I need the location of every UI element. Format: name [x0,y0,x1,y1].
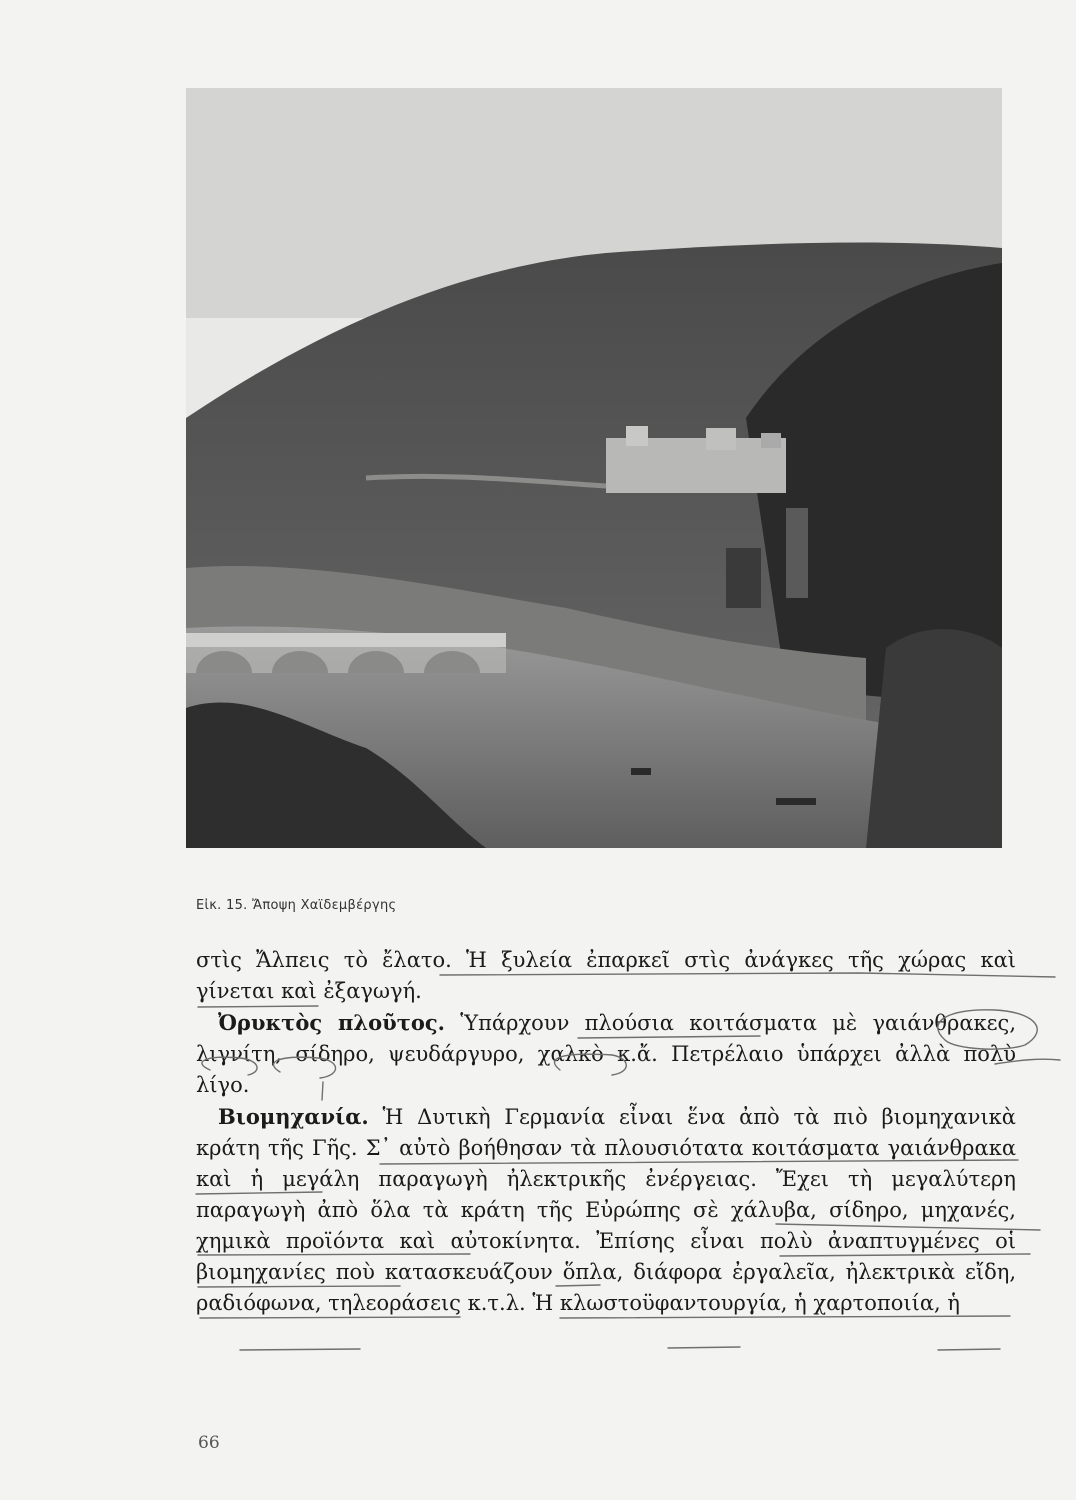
figure-caption: Εἰκ. 15. Ἄποψη Χαϊδεμβέργης [196,898,397,913]
minerals-body: Ὑπάρχουν πλούσια κοιτάσματα μὲ γαιάνθρακες, λιγνίτη, σίδηρο, ψευδάργυρο, χαλκὸ κ.ἄ. Πετρέλαιο ὑπάρχει ἀλλὰ πολὺ λίγο. [196,1011,1016,1097]
heidelberg-photo [186,88,1002,848]
paragraph-minerals [196,1007,1016,1101]
photo-illustration [186,88,1002,848]
body-text [196,945,1016,1319]
heading-minerals: Ὀρυκτὸς πλοῦτος. [218,1010,445,1035]
paragraph-timber: στὶς Ἄλπεις τὸ ἔλατο. Ἡ ξυλεία ἐπαρκεῖ στὶς ἀνάγκες τῆς χώρας καὶ γίνεται καὶ ἐξαγωγή. [196,948,1016,1003]
page-number: 66 [198,1433,220,1453]
heading-industry: Βιομηχανία. [218,1104,369,1129]
industry-body: Ἡ Δυτικὴ Γερμανία εἶναι ἕνα ἀπὸ τὰ πιὸ βιομηχανικὰ κράτη τῆς Γῆς. Σ᾽ αὐτὸ βοήθησαν τὰ πλουσιότατα κοιτάσματα γαιάνθρακα καὶ ἡ μεγάλη παραγωγὴ ἠλεκτρικῆς ἐνέργειας. Ἔχει τὴ μεγαλύτερη παραγωγὴ ἀπὸ ὅλα τὰ κράτη τῆς Εὐρώπης σὲ χάλυβα, σίδηρο, μηχανές, χημικὰ προϊόντα καὶ αὐτοκίνητα. Ἐπίσης εἶναι πολὺ ἀναπτυγμένες οἱ βιομηχανίες ποὺ κατασκευάζουν ὅπλα, διάφορα ἐργαλεῖα, ἠλεκτρικὰ εἴδη, ραδιόφωνα, τηλεοράσεις κ.τ.λ. Ἡ κλωστοϋφαντουργία, ἡ χαρτοποιία, ἡ [196,1105,1016,1315]
paragraph-industry [196,1101,1016,1319]
